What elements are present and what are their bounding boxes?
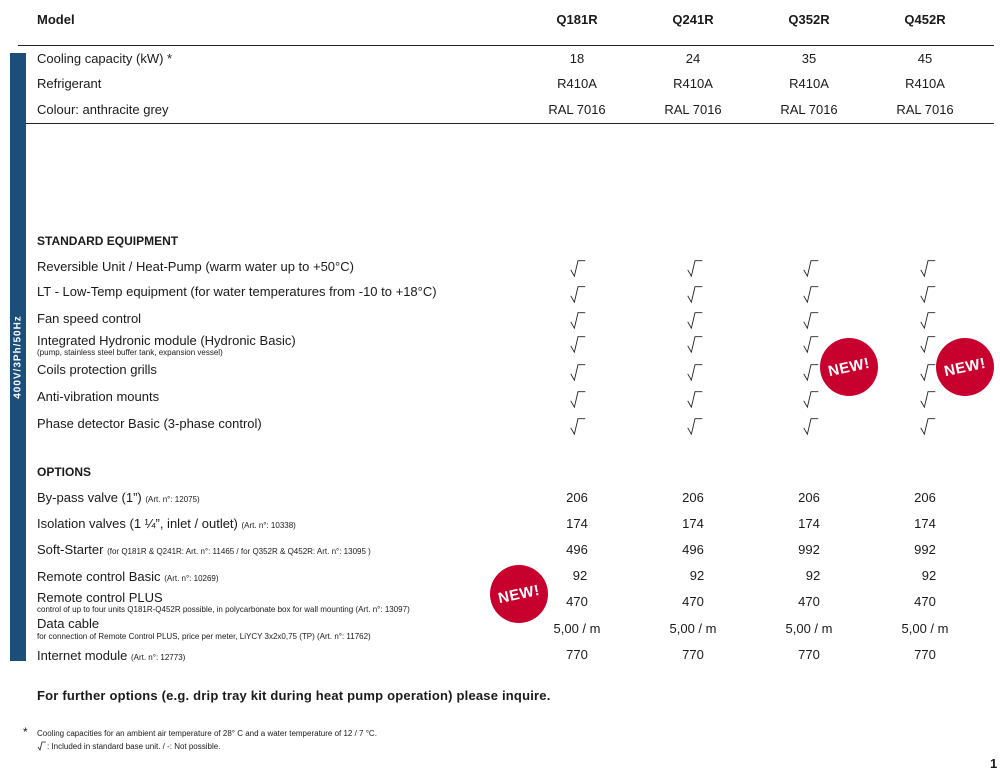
check-icon bbox=[801, 309, 821, 331]
option-price: 206 bbox=[682, 490, 704, 505]
model-q181r-header: Q181R bbox=[556, 12, 598, 27]
option-art: (for Q181R & Q241R: Art. n°: 11465 / for Q352R & Q452R: Art. n°: 13095 ) bbox=[107, 547, 371, 556]
spec-value: R410A bbox=[557, 76, 597, 91]
option-price: 174 bbox=[914, 516, 936, 531]
check-icon bbox=[918, 415, 938, 437]
option-price: 5,00 / m bbox=[785, 621, 833, 636]
option-price: 5,00 / m bbox=[901, 621, 949, 636]
option-price: 92 bbox=[921, 568, 937, 583]
spec-value: R410A bbox=[905, 76, 945, 91]
spec-value: R410A bbox=[673, 76, 713, 91]
check-icon bbox=[918, 257, 938, 279]
spec-label-refrigerant: Refrigerant bbox=[37, 76, 102, 91]
option-price: 174 bbox=[798, 516, 820, 531]
check-icon bbox=[918, 333, 938, 355]
check-icon bbox=[568, 257, 588, 279]
option-note: control of up to four units Q181R-Q452R possible, in polycarbonate box for wall mounting (Art. n°: 13097) bbox=[37, 605, 410, 614]
option-price: 174 bbox=[566, 516, 588, 531]
option-price: 470 bbox=[682, 594, 704, 609]
option-price: 92 bbox=[572, 568, 588, 583]
check-icon bbox=[568, 415, 588, 437]
voltage-label: 400V/3Ph/50Hz bbox=[12, 315, 24, 399]
model-q352r-header: Q352R bbox=[788, 12, 830, 27]
check-icon bbox=[568, 333, 588, 355]
check-icon bbox=[685, 257, 705, 279]
check-icon bbox=[801, 333, 821, 355]
model-q241r-header: Q241R bbox=[672, 12, 714, 27]
new-badge: NEW! bbox=[936, 338, 994, 396]
standard-item: LT - Low-Temp equipment (for water temperatures from -10 to +18°C) bbox=[37, 284, 437, 299]
option-item bbox=[37, 648, 185, 663]
option-art: (Art. n°: 10269) bbox=[164, 574, 219, 583]
spec-value: 35 bbox=[801, 51, 817, 66]
option-price: 206 bbox=[914, 490, 936, 505]
standard-item: Anti-vibration mounts bbox=[37, 389, 160, 404]
option-price: 92 bbox=[689, 568, 705, 583]
option-price: 496 bbox=[566, 542, 588, 557]
spec-value: RAL 7016 bbox=[780, 102, 838, 117]
option-price: 92 bbox=[805, 568, 821, 583]
footnote-legend-text: : Included in standard base unit. / -: Not possible. bbox=[47, 742, 221, 751]
option-price: 470 bbox=[914, 594, 936, 609]
option-label: Soft-Starter bbox=[37, 542, 104, 557]
check-icon bbox=[918, 388, 938, 410]
option-price: 5,00 / m bbox=[553, 621, 601, 636]
option-label: Isolation valves (1 ¼”, inlet / outlet) bbox=[37, 516, 238, 531]
spec-label-cooling: Cooling capacity (kW) * bbox=[37, 51, 173, 66]
spec-value: RAL 7016 bbox=[548, 102, 606, 117]
option-item bbox=[37, 569, 219, 584]
option-price: 770 bbox=[914, 647, 936, 662]
check-icon bbox=[37, 741, 47, 751]
further-options-note: For further options (e.g. drip tray kit during heat pump operation) please inquire. bbox=[37, 688, 551, 703]
option-art: (Art. n°: 12075) bbox=[145, 495, 200, 504]
option-note: for connection of Remote Control PLUS, price per meter, LiYCY 3x2x0,75 (TP) (Art. n°: 11762) bbox=[37, 632, 371, 641]
spec-label-colour: Colour: anthracite grey bbox=[37, 102, 169, 117]
option-item: Remote control PLUS bbox=[37, 590, 163, 605]
check-icon bbox=[801, 415, 821, 437]
page-number: 1 bbox=[990, 756, 998, 771]
check-icon bbox=[685, 415, 705, 437]
option-art: (Art. n°: 12773) bbox=[130, 653, 186, 662]
option-price: 992 bbox=[914, 542, 936, 557]
option-price: 496 bbox=[682, 542, 704, 557]
standard-item: Fan speed control bbox=[37, 311, 142, 326]
spec-value: 45 bbox=[917, 51, 933, 66]
check-icon bbox=[685, 333, 705, 355]
standard-item: Integrated Hydronic module (Hydronic Basic) bbox=[37, 333, 296, 348]
specs-divider bbox=[18, 123, 994, 124]
spec-value: 18 bbox=[569, 51, 585, 66]
option-price: 992 bbox=[798, 542, 820, 557]
footnote-star: * bbox=[23, 725, 28, 739]
check-icon bbox=[685, 283, 705, 305]
check-icon bbox=[918, 283, 938, 305]
header-divider bbox=[18, 45, 994, 46]
option-item: Data cable bbox=[37, 616, 100, 631]
footnote-cooling: Cooling capacities for an ambient air temperature of 28° C and a water temperature of 12 / 7 °C. bbox=[37, 729, 377, 738]
option-label: By-pass valve (1”) bbox=[37, 490, 142, 505]
option-item bbox=[37, 516, 296, 531]
option-price: 470 bbox=[566, 594, 588, 609]
standard-equipment-title: STANDARD EQUIPMENT bbox=[37, 234, 179, 248]
check-icon bbox=[801, 257, 821, 279]
check-icon bbox=[568, 283, 588, 305]
check-icon bbox=[568, 361, 588, 383]
check-icon bbox=[801, 361, 821, 383]
standard-item: Coils protection grills bbox=[37, 362, 157, 377]
check-icon bbox=[685, 388, 705, 410]
spec-value: RAL 7016 bbox=[896, 102, 954, 117]
option-label: Internet module bbox=[37, 648, 128, 663]
check-icon bbox=[685, 309, 705, 331]
check-icon bbox=[918, 361, 938, 383]
check-icon bbox=[918, 309, 938, 331]
options-title: OPTIONS bbox=[37, 465, 92, 479]
check-icon bbox=[685, 361, 705, 383]
check-icon bbox=[568, 388, 588, 410]
option-price: 470 bbox=[798, 594, 820, 609]
new-badge: NEW! bbox=[490, 565, 548, 623]
new-badge: NEW! bbox=[820, 338, 878, 396]
option-price: 174 bbox=[682, 516, 704, 531]
model-header: Model bbox=[37, 12, 75, 27]
option-price: 770 bbox=[798, 647, 820, 662]
model-q452r-header: Q452R bbox=[904, 12, 946, 27]
spec-value: 24 bbox=[685, 51, 701, 66]
standard-item: Phase detector Basic (3-phase control) bbox=[37, 416, 262, 431]
spec-value: RAL 7016 bbox=[664, 102, 722, 117]
option-price: 770 bbox=[682, 647, 704, 662]
option-art: (Art. n°: 10338) bbox=[241, 521, 296, 530]
option-item bbox=[37, 490, 200, 505]
check-icon bbox=[568, 309, 588, 331]
option-price: 206 bbox=[798, 490, 820, 505]
check-icon bbox=[801, 283, 821, 305]
standard-item-note: (pump, stainless steel buffer tank, expansion vessel) bbox=[37, 348, 223, 357]
option-price: 206 bbox=[566, 490, 588, 505]
option-item bbox=[37, 542, 371, 557]
standard-item: Reversible Unit / Heat-Pump (warm water up to +50°C) bbox=[37, 259, 354, 274]
option-price: 5,00 / m bbox=[669, 621, 717, 636]
footnote-legend bbox=[37, 741, 220, 751]
option-price: 770 bbox=[566, 647, 588, 662]
check-icon bbox=[801, 388, 821, 410]
option-label: Remote control Basic bbox=[37, 569, 161, 584]
spec-value: R410A bbox=[789, 76, 829, 91]
